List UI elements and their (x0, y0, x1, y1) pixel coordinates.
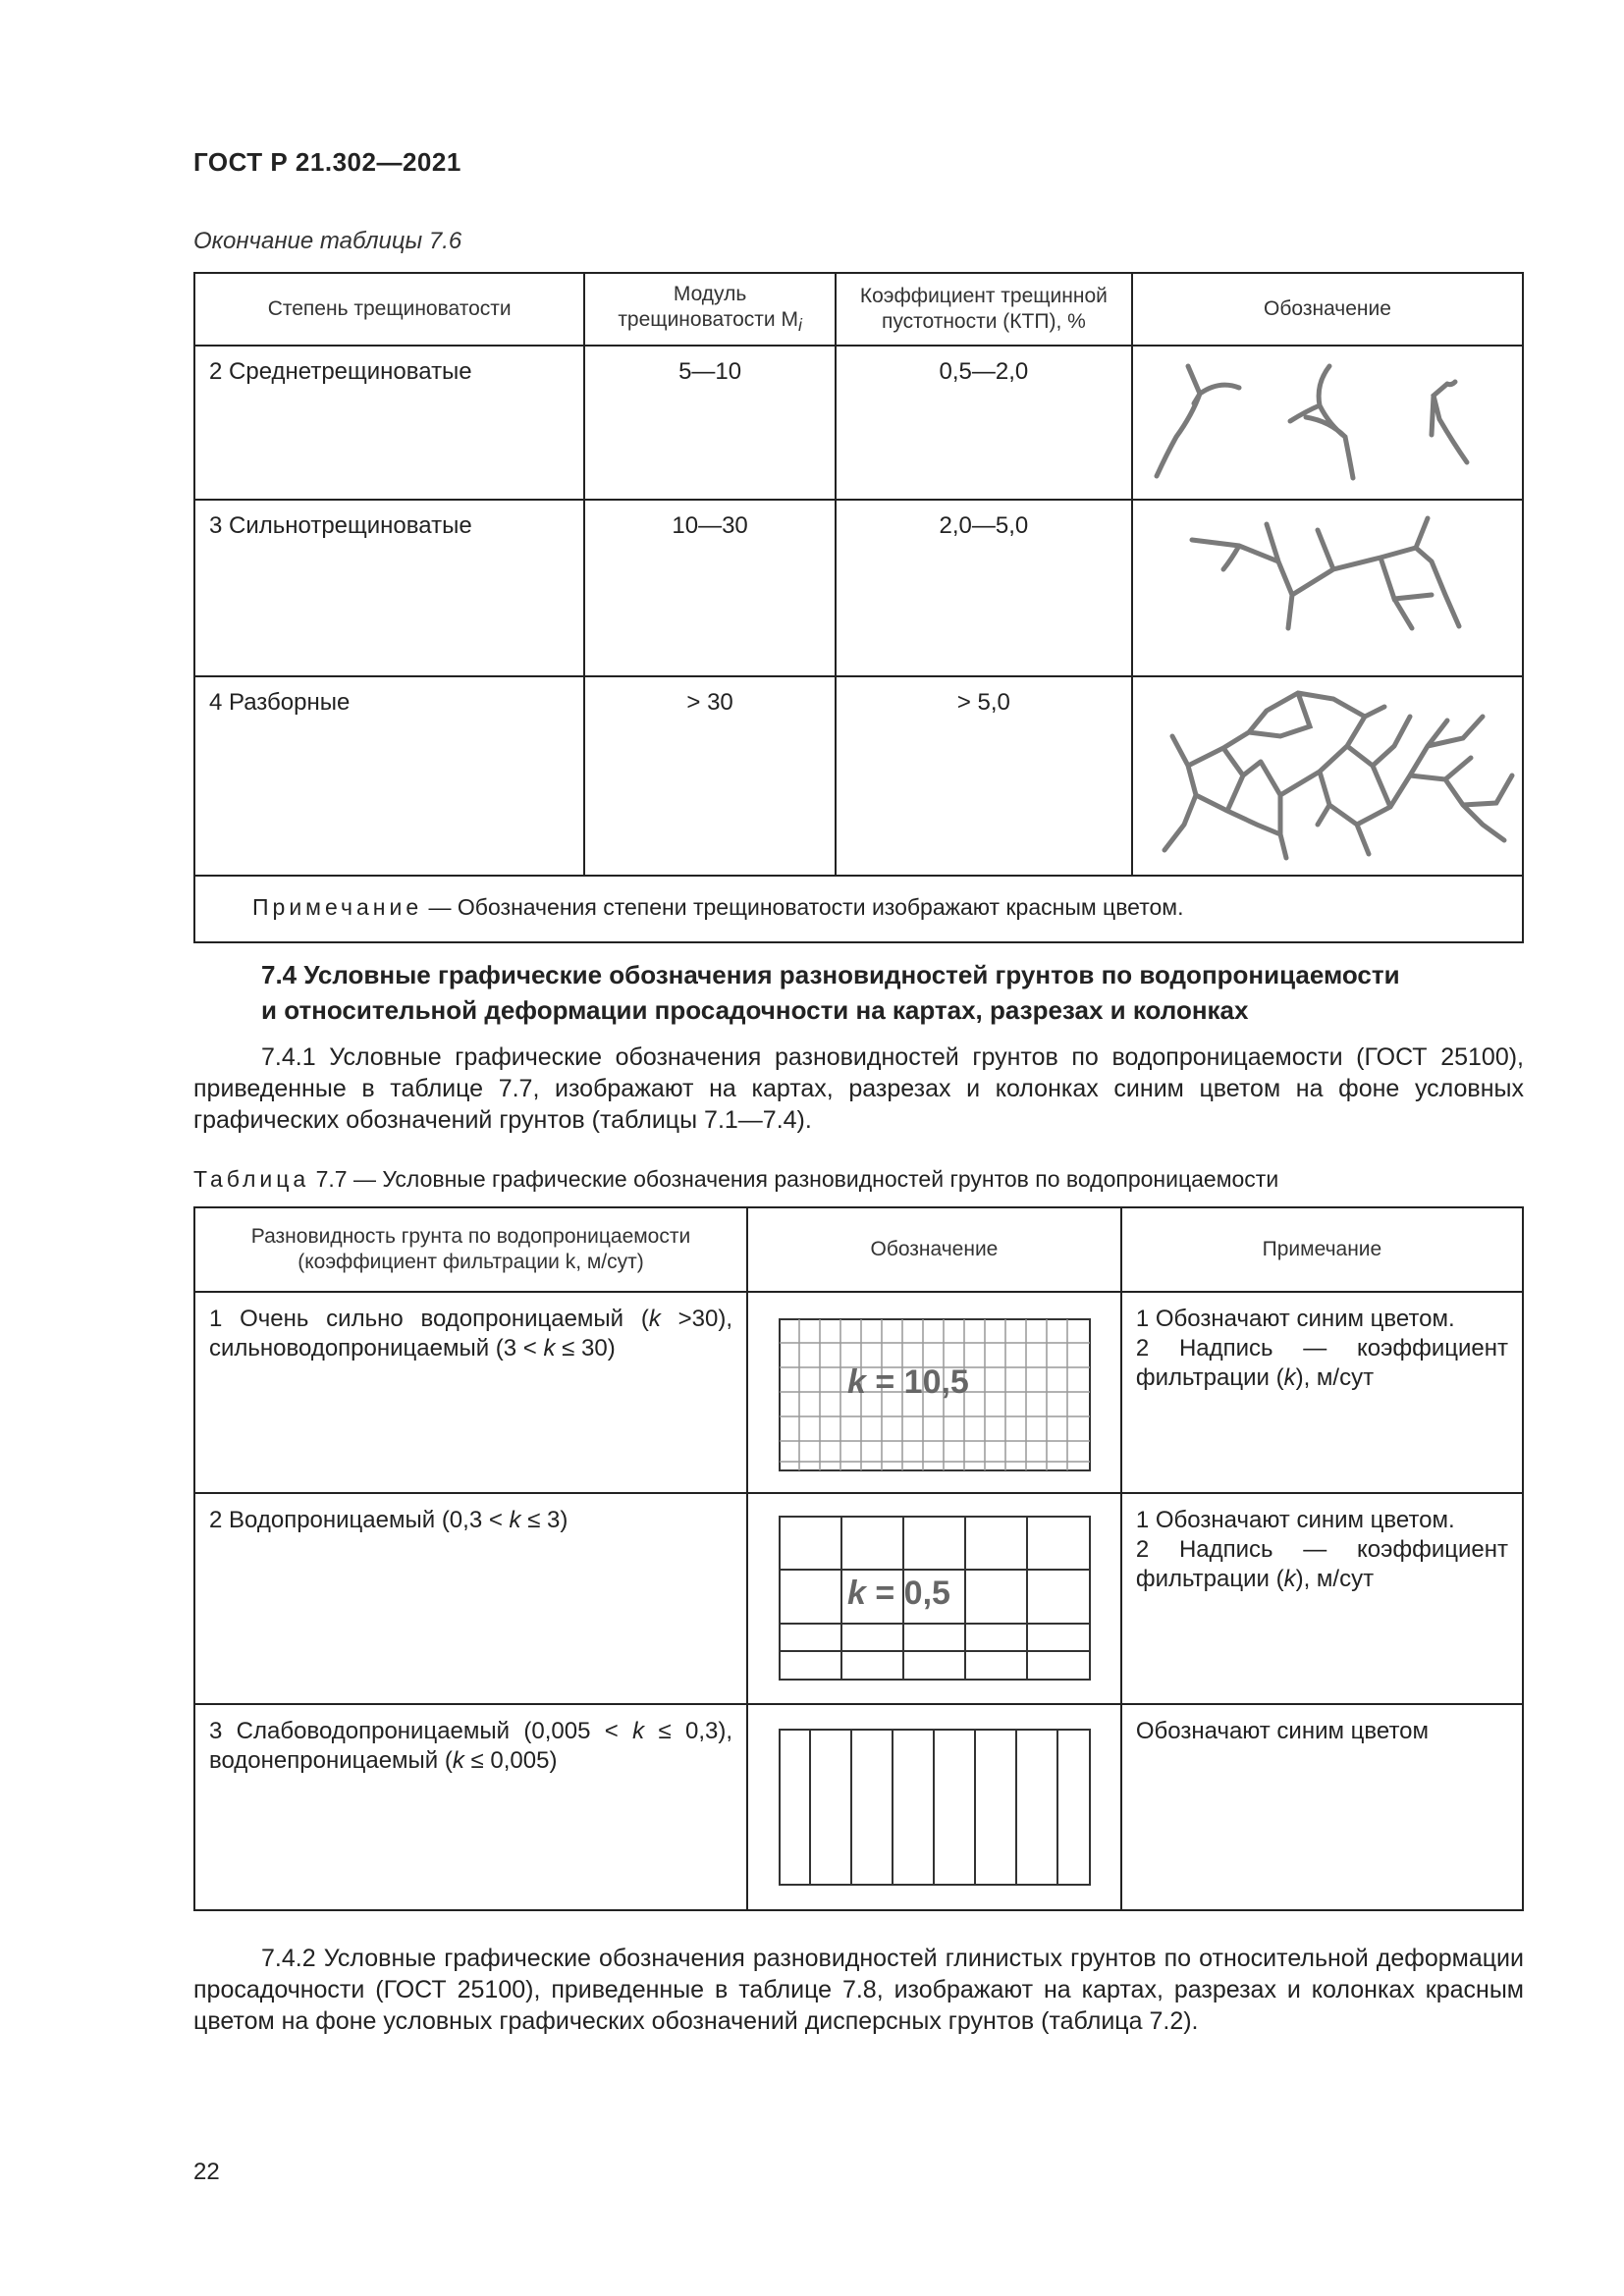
permeability-symbol-high (747, 1292, 1121, 1493)
fracture-symbol-medium (1132, 346, 1523, 500)
table-row (194, 1493, 1523, 1704)
k-label: k = 10,5 (847, 1363, 969, 1401)
row-degree: 3 Сильнотрещиноватые (194, 500, 584, 676)
row-note: 1 Обозначают синим цветом. 2 Надпись — коэффициент фильтрации (k), м/сут (1121, 1292, 1523, 1493)
k-label: k = 0,5 (847, 1575, 950, 1612)
table-note: Примечание — Обозначения степени трещиноватости изображают красным цветом. (194, 876, 1523, 942)
table-header-row (194, 273, 1523, 346)
page-number: 22 (193, 2159, 220, 2185)
header-note: Примечание (1121, 1207, 1523, 1292)
row-note: Обозначают синим цветом (1121, 1704, 1523, 1910)
row-kind: 2 Водопроницаемый (0,3 < k ≤ 3) (194, 1493, 747, 1704)
table-row (194, 676, 1523, 876)
header-degree: Степень трещиноватости (194, 273, 584, 346)
header-symbol: Обозначение (1132, 273, 1523, 346)
row-kind: 3 Слабоводопроницаемый (0,005 < k ≤ 0,3), водонепроницаемый (k ≤ 0,005) (194, 1704, 747, 1910)
row-module: 5—10 (584, 346, 835, 500)
row-coef: 0,5—2,0 (836, 346, 1132, 500)
table-row (194, 346, 1523, 500)
header-module: Модуль трещиноватости $M_i$ (584, 273, 835, 346)
table-note-row (194, 876, 1523, 942)
table-header-row (194, 1207, 1523, 1292)
table-row (194, 1292, 1523, 1493)
row-module: 10—30 (584, 500, 835, 676)
row-degree: 2 Среднетрещиноватые (194, 346, 584, 500)
paragraph-7-4-2: 7.4.2 Условные графические обозначения разновидностей глинистых грунтов по относительной деформации просадочности (ГОСТ 25100), приведенные в таблице 7.8, изображают на картах, разрезах и колонках красным цветом на фоне условных графических обозначений дисперсных грунтов (таблица 7.2). (193, 1945, 1524, 2035)
paragraph-7-4-1: 7.4.1 Условные графические обозначения разновидностей грунтов по водопроницаемости (ГОСТ 25100), приведенные в таблице 7.7, изображают на картах, разрезах и колонках синим цветом на фоне условных графических обозначений грунтов (таблицы 7.1—7.4). (193, 1043, 1524, 1134)
header-coef: Коэффициент трещинной пустотности (КТП), % (836, 273, 1132, 346)
row-degree: 4 Разборные (194, 676, 584, 876)
row-kind: 1 Очень сильно водопроницаемый (k >30), сильноводопроницаемый (3 < k ≤ 30) (194, 1292, 747, 1493)
permeability-symbol-medium (747, 1493, 1121, 1704)
table-row (194, 1704, 1523, 1910)
fracture-table (193, 272, 1524, 943)
row-module: > 30 (584, 676, 835, 876)
header-kind: Разновидность грунта по водопроницаемости (коэффициент фильтрации k, м/сут) (194, 1207, 747, 1292)
row-coef: > 5,0 (836, 676, 1132, 876)
section-heading-7-4: 7.4 Условные графические обозначения разновидностей грунтов по водопроницаемости и относительной деформации просадочности на картах, разрезах и колонках (261, 960, 1400, 1025)
permeability-table (193, 1206, 1524, 1911)
standard-header: ГОСТ Р 21.302—2021 (193, 147, 461, 177)
table-continuation-label: Окончание таблицы 7.6 (193, 228, 462, 254)
fracture-symbol-broken (1132, 676, 1523, 876)
row-note: 1 Обозначают синим цветом. 2 Надпись — коэффициент фильтрации (k), м/сут (1121, 1493, 1523, 1704)
table-row (194, 500, 1523, 676)
table-caption-7-7: Таблица 7.7 — Условные графические обозначения разновидностей грунтов по водопроницаемости (193, 1166, 1279, 1192)
header-symbol: Обозначение (747, 1207, 1121, 1292)
fracture-symbol-strong (1132, 500, 1523, 676)
row-coef: 2,0—5,0 (836, 500, 1132, 676)
permeability-symbol-low (747, 1704, 1121, 1910)
